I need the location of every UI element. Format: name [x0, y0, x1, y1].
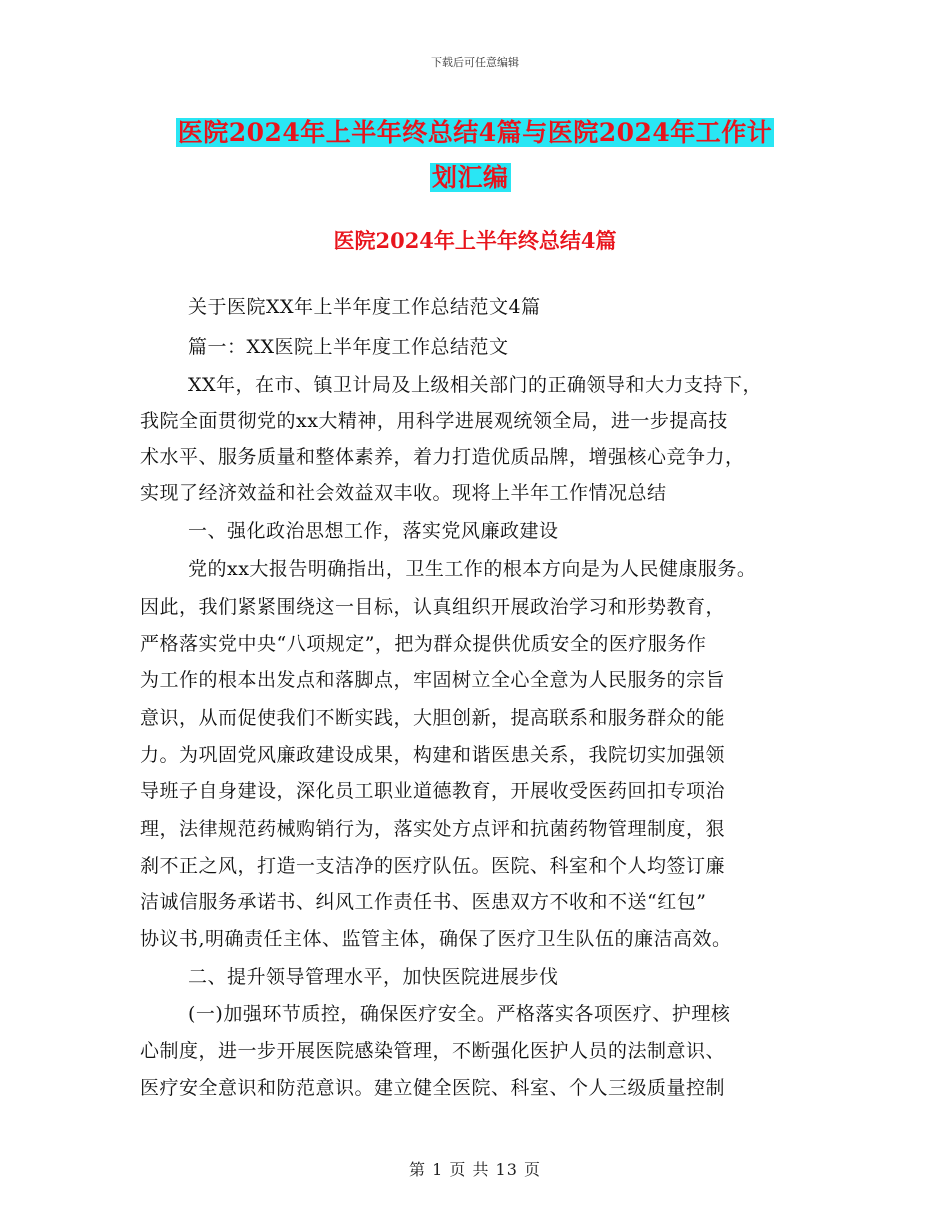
paragraph-line: 医疗安全意识和防范意识。建立健全医院、科室、个人三级质量控制 [140, 1077, 726, 1099]
paragraph-line: 洁诚信服务承诺书、纠风工作责任书、医患双方不收和不送“红包” [140, 891, 707, 913]
paragraph-line: (一)加强环节质控，确保医疗安全。严格落实各项医疗、护理核 [188, 1003, 731, 1025]
paragraph-line: 意识，从而促使我们不断实践，大胆创新，提高联系和服务群众的能 [140, 707, 726, 729]
paragraph-line: 导班子自身建设，深化员工职业道德教育，开展收受医药回扣专项治 [140, 780, 726, 802]
document-title-text-2: 划汇编 [432, 163, 509, 192]
paragraph-line: 党的xx大报告明确指出，卫生工作的根本方向是为人民健康服务。 [188, 558, 757, 580]
paragraph-line: XX年，在市、镇卫计局及上级相关部门的正确领导和大力支持下， [188, 374, 763, 396]
paragraph-line: 一、强化政治思想工作，落实党风廉政建设 [188, 520, 559, 542]
document-title-line-2 [430, 158, 550, 194]
paragraph-line: 刹不正之风，打造一支洁净的医疗队伍。医院、科室和个人均签订廉 [140, 855, 726, 877]
paragraph-line: 篇一：XX医院上半年度工作总结范文 [188, 336, 509, 358]
paragraph-line: 我院全面贯彻党的xx大精神，用科学进展观统领全局，进一步提高技 [140, 410, 728, 432]
page-number-footer: 第 1 页 共 13 页 [409, 1160, 541, 1179]
document-title-line-1 [150, 113, 800, 149]
paragraph-line: 关于医院XX年上半年度工作总结范文4篇 [188, 296, 541, 318]
paragraph-line: 心制度，进一步开展医院感染管理，不断强化医护人员的法制意识、 [140, 1040, 726, 1062]
paragraph-line: 协议书,明确责任主体、监管主体，确保了医疗卫生队伍的廉洁高效。 [140, 928, 732, 950]
paragraph-line: 术水平、服务质量和整体素养，着力打造优质品牌，增强核心竞争力， [140, 446, 745, 468]
paragraph-line: 严格落实党中央“八项规定”，把为群众提供优质安全的医疗服务作 [140, 633, 707, 655]
paragraph-line: 理，法律规范药械购销行为，落实处方点评和抗菌药物管理制度，狠 [140, 818, 726, 840]
document-title-text-1: 医院2024年上半年终总结4篇与医院2024年工作计 [177, 118, 773, 147]
paragraph-line: 为工作的根本出发点和落脚点，牢固树立全心全意为人民服务的宗旨 [140, 669, 726, 691]
section-subtitle: 医院2024年上半年终总结4篇 [333, 228, 617, 253]
header-note: 下载后可任意编辑 [431, 56, 519, 69]
paragraph-line: 因此，我们紧紧围绕这一目标，认真组织开展政治学习和形势教育， [140, 596, 726, 618]
paragraph-line: 二、提升领导管理水平，加快医院进展步伐 [188, 966, 559, 988]
paragraph-line: 力。为巩固党风廉政建设成果，构建和谐医患关系，我院切实加强领 [140, 744, 726, 766]
paragraph-line: 实现了经济效益和社会效益双丰收。现将上半年工作情况总结 [140, 482, 667, 504]
